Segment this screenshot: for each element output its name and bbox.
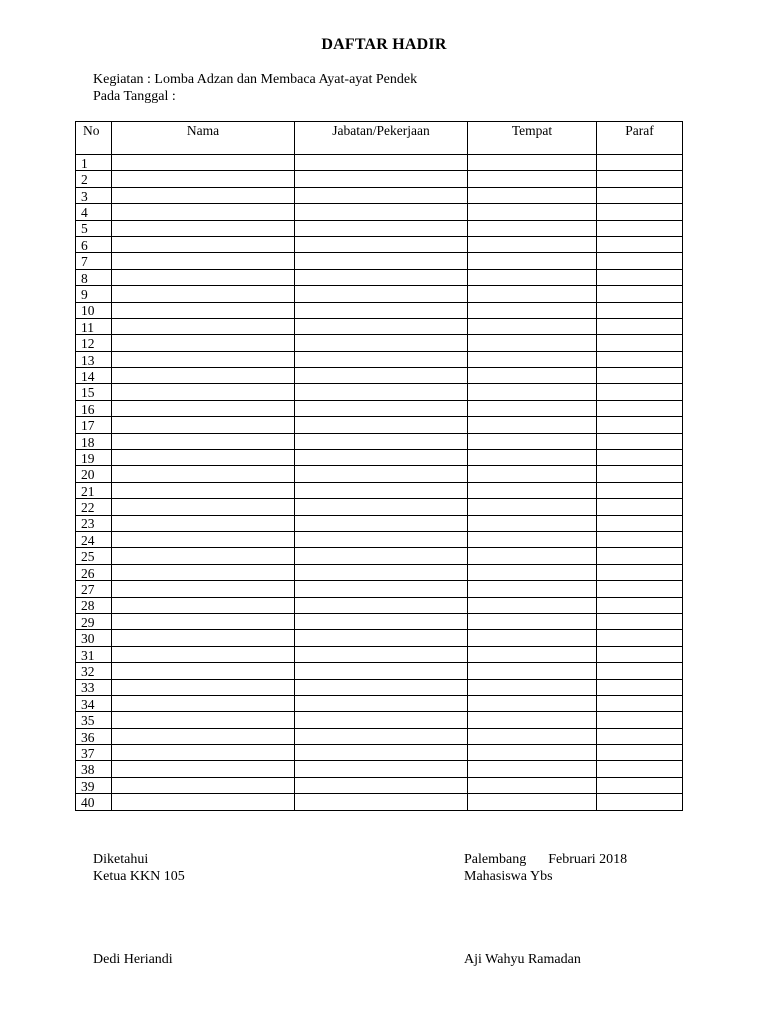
jabatan-cell <box>295 417 468 433</box>
paraf-cell <box>597 794 683 810</box>
row-number: 22 <box>76 499 112 515</box>
table-row <box>76 564 683 580</box>
row-number: 9 <box>76 286 112 302</box>
nama-cell <box>112 777 295 793</box>
jabatan-cell <box>295 236 468 252</box>
tempat-cell <box>468 286 597 302</box>
tempat-cell <box>468 384 597 400</box>
paraf-cell <box>597 236 683 252</box>
header-no: No <box>76 122 112 155</box>
row-number: 10 <box>76 302 112 318</box>
tempat-cell <box>468 482 597 498</box>
row-number: 32 <box>76 663 112 679</box>
row-number: 2 <box>76 171 112 187</box>
nama-cell <box>112 253 295 269</box>
table-row <box>76 204 683 220</box>
row-number: 28 <box>76 597 112 613</box>
tempat-cell <box>468 400 597 416</box>
nama-cell <box>112 220 295 236</box>
table-row <box>76 548 683 564</box>
paraf-cell <box>597 646 683 662</box>
tempat-cell <box>468 187 597 203</box>
row-number: 40 <box>76 794 112 810</box>
table-row <box>76 466 683 482</box>
jabatan-cell <box>295 220 468 236</box>
table-body <box>76 155 683 811</box>
tempat-cell <box>468 171 597 187</box>
tempat-cell <box>468 269 597 285</box>
table-row <box>76 187 683 203</box>
jabatan-cell <box>295 728 468 744</box>
table-row <box>76 646 683 662</box>
row-number: 5 <box>76 220 112 236</box>
jabatan-cell <box>295 433 468 449</box>
table-row <box>76 630 683 646</box>
table-row <box>76 318 683 334</box>
table-row <box>76 581 683 597</box>
row-number: 29 <box>76 613 112 629</box>
jabatan-cell <box>295 450 468 466</box>
jabatan-cell <box>295 400 468 416</box>
tempat-cell <box>468 417 597 433</box>
jabatan-cell <box>295 777 468 793</box>
row-number: 13 <box>76 351 112 367</box>
nama-cell <box>112 515 295 531</box>
tempat-cell <box>468 515 597 531</box>
nama-cell <box>112 417 295 433</box>
row-number: 17 <box>76 417 112 433</box>
jabatan-cell <box>295 286 468 302</box>
paraf-cell <box>597 450 683 466</box>
nama-cell <box>112 712 295 728</box>
table-row <box>76 236 683 252</box>
row-number: 12 <box>76 335 112 351</box>
attendance-table <box>75 121 683 811</box>
tempat-cell <box>468 236 597 252</box>
row-number: 30 <box>76 630 112 646</box>
paraf-cell <box>597 368 683 384</box>
table-row <box>76 302 683 318</box>
nama-cell <box>112 286 295 302</box>
jabatan-cell <box>295 646 468 662</box>
row-number: 18 <box>76 433 112 449</box>
nama-cell <box>112 482 295 498</box>
paraf-cell <box>597 400 683 416</box>
row-number: 1 <box>76 155 112 171</box>
jabatan-cell <box>295 794 468 810</box>
nama-cell <box>112 318 295 334</box>
paraf-cell <box>597 695 683 711</box>
row-number: 3 <box>76 187 112 203</box>
tempat-cell <box>468 368 597 384</box>
paraf-cell <box>597 531 683 547</box>
tempat-cell <box>468 712 597 728</box>
place-date <box>464 852 627 868</box>
row-number: 21 <box>76 482 112 498</box>
nama-cell <box>112 400 295 416</box>
tempat-cell <box>468 597 597 613</box>
jabatan-cell <box>295 548 468 564</box>
paraf-cell <box>597 155 683 171</box>
place-city: Palembang <box>464 852 527 867</box>
table-row <box>76 368 683 384</box>
jabatan-cell <box>295 335 468 351</box>
ketua-label: Ketua KKN 105 <box>93 869 185 884</box>
nama-cell <box>112 433 295 449</box>
paraf-cell <box>597 318 683 334</box>
table-row <box>76 515 683 531</box>
tempat-cell <box>468 302 597 318</box>
jabatan-cell <box>295 712 468 728</box>
jabatan-cell <box>295 302 468 318</box>
tempat-cell <box>468 548 597 564</box>
table-row <box>76 482 683 498</box>
nama-cell <box>112 613 295 629</box>
paraf-cell <box>597 630 683 646</box>
row-number: 39 <box>76 777 112 793</box>
table-row <box>76 777 683 793</box>
table-header-row <box>76 122 683 155</box>
row-number: 8 <box>76 269 112 285</box>
nama-cell <box>112 794 295 810</box>
tempat-cell <box>468 220 597 236</box>
jabatan-cell <box>295 384 468 400</box>
header-paraf: Paraf <box>597 122 683 155</box>
row-number: 24 <box>76 531 112 547</box>
mahasiswa-name: Aji Wahyu Ramadan <box>464 952 581 967</box>
tempat-cell <box>468 450 597 466</box>
paraf-cell <box>597 269 683 285</box>
jabatan-cell <box>295 155 468 171</box>
jabatan-cell <box>295 187 468 203</box>
tanggal-line: Pada Tanggal : <box>93 89 176 104</box>
paraf-cell <box>597 761 683 777</box>
row-number: 31 <box>76 646 112 662</box>
jabatan-cell <box>295 581 468 597</box>
paraf-cell <box>597 466 683 482</box>
ketua-name: Dedi Heriandi <box>93 952 173 967</box>
header-tempat: Tempat <box>468 122 597 155</box>
nama-cell <box>112 450 295 466</box>
jabatan-cell <box>295 663 468 679</box>
table-row <box>76 712 683 728</box>
paraf-cell <box>597 581 683 597</box>
jabatan-cell <box>295 466 468 482</box>
jabatan-cell <box>295 269 468 285</box>
row-number: 38 <box>76 761 112 777</box>
mahasiswa-label: Mahasiswa Ybs <box>464 869 553 884</box>
nama-cell <box>112 679 295 695</box>
paraf-cell <box>597 663 683 679</box>
jabatan-cell <box>295 597 468 613</box>
paraf-cell <box>597 482 683 498</box>
paraf-cell <box>597 204 683 220</box>
tempat-cell <box>468 777 597 793</box>
table-row <box>76 384 683 400</box>
tempat-cell <box>468 253 597 269</box>
table-row <box>76 794 683 810</box>
row-number: 15 <box>76 384 112 400</box>
nama-cell <box>112 531 295 547</box>
row-number: 33 <box>76 679 112 695</box>
table-row <box>76 745 683 761</box>
tempat-cell <box>468 335 597 351</box>
nama-cell <box>112 548 295 564</box>
nama-cell <box>112 745 295 761</box>
row-number: 35 <box>76 712 112 728</box>
nama-cell <box>112 761 295 777</box>
nama-cell <box>112 236 295 252</box>
paraf-cell <box>597 286 683 302</box>
tempat-cell <box>468 663 597 679</box>
table-row <box>76 761 683 777</box>
paraf-cell <box>597 253 683 269</box>
jabatan-cell <box>295 253 468 269</box>
nama-cell <box>112 646 295 662</box>
paraf-cell <box>597 548 683 564</box>
jabatan-cell <box>295 695 468 711</box>
row-number: 36 <box>76 728 112 744</box>
row-number: 37 <box>76 745 112 761</box>
jabatan-cell <box>295 318 468 334</box>
table-row <box>76 695 683 711</box>
table-row <box>76 433 683 449</box>
table-row <box>76 400 683 416</box>
document-title: DAFTAR HADIR <box>321 36 447 53</box>
nama-cell <box>112 466 295 482</box>
row-number: 7 <box>76 253 112 269</box>
row-number: 25 <box>76 548 112 564</box>
paraf-cell <box>597 433 683 449</box>
tempat-cell <box>468 613 597 629</box>
nama-cell <box>112 302 295 318</box>
nama-cell <box>112 581 295 597</box>
jabatan-cell <box>295 499 468 515</box>
jabatan-cell <box>295 351 468 367</box>
table-row <box>76 597 683 613</box>
row-number: 19 <box>76 450 112 466</box>
nama-cell <box>112 663 295 679</box>
paraf-cell <box>597 515 683 531</box>
row-number: 4 <box>76 204 112 220</box>
nama-cell <box>112 564 295 580</box>
nama-cell <box>112 204 295 220</box>
kegiatan-line: Kegiatan : Lomba Adzan dan Membaca Ayat-ayat Pendek <box>93 72 418 87</box>
table-row <box>76 171 683 187</box>
tempat-cell <box>468 745 597 761</box>
tempat-cell <box>468 318 597 334</box>
nama-cell <box>112 630 295 646</box>
tempat-cell <box>468 433 597 449</box>
table-row <box>76 417 683 433</box>
nama-cell <box>112 351 295 367</box>
table-row <box>76 155 683 171</box>
jabatan-cell <box>295 368 468 384</box>
nama-cell <box>112 728 295 744</box>
jabatan-cell <box>295 761 468 777</box>
paraf-cell <box>597 613 683 629</box>
paraf-cell <box>597 171 683 187</box>
tempat-cell <box>468 646 597 662</box>
paraf-cell <box>597 777 683 793</box>
nama-cell <box>112 368 295 384</box>
paraf-cell <box>597 745 683 761</box>
nama-cell <box>112 187 295 203</box>
header-jabatan: Jabatan/Pekerjaan <box>295 122 468 155</box>
tempat-cell <box>468 351 597 367</box>
nama-cell <box>112 597 295 613</box>
table-row <box>76 335 683 351</box>
table-row <box>76 450 683 466</box>
tempat-cell <box>468 466 597 482</box>
row-number: 27 <box>76 581 112 597</box>
nama-cell <box>112 335 295 351</box>
tempat-cell <box>468 581 597 597</box>
row-number: 6 <box>76 236 112 252</box>
jabatan-cell <box>295 745 468 761</box>
jabatan-cell <box>295 482 468 498</box>
paraf-cell <box>597 712 683 728</box>
nama-cell <box>112 155 295 171</box>
table-row <box>76 679 683 695</box>
paraf-cell <box>597 564 683 580</box>
tempat-cell <box>468 794 597 810</box>
paraf-cell <box>597 728 683 744</box>
row-number: 20 <box>76 466 112 482</box>
paraf-cell <box>597 679 683 695</box>
jabatan-cell <box>295 531 468 547</box>
table-row <box>76 220 683 236</box>
jabatan-cell <box>295 613 468 629</box>
table-row <box>76 351 683 367</box>
tempat-cell <box>468 630 597 646</box>
paraf-cell <box>597 302 683 318</box>
tempat-cell <box>468 761 597 777</box>
jabatan-cell <box>295 171 468 187</box>
jabatan-cell <box>295 564 468 580</box>
tempat-cell <box>468 499 597 515</box>
row-number: 14 <box>76 368 112 384</box>
nama-cell <box>112 384 295 400</box>
paraf-cell <box>597 597 683 613</box>
jabatan-cell <box>295 630 468 646</box>
paraf-cell <box>597 417 683 433</box>
table-row <box>76 531 683 547</box>
table-row <box>76 728 683 744</box>
diketahui-label: Diketahui <box>93 852 149 867</box>
paraf-cell <box>597 351 683 367</box>
row-number: 16 <box>76 400 112 416</box>
tempat-cell <box>468 155 597 171</box>
paraf-cell <box>597 384 683 400</box>
paraf-cell <box>597 335 683 351</box>
tempat-cell <box>468 531 597 547</box>
paraf-cell <box>597 499 683 515</box>
nama-cell <box>112 695 295 711</box>
header-nama: Nama <box>112 122 295 155</box>
jabatan-cell <box>295 679 468 695</box>
tempat-cell <box>468 695 597 711</box>
nama-cell <box>112 269 295 285</box>
nama-cell <box>112 499 295 515</box>
row-number: 11 <box>76 318 112 334</box>
jabatan-cell <box>295 515 468 531</box>
table-row <box>76 499 683 515</box>
table-row <box>76 269 683 285</box>
place-date-month: Februari 2018 <box>548 852 628 867</box>
row-number: 26 <box>76 564 112 580</box>
tempat-cell <box>468 204 597 220</box>
table-row <box>76 253 683 269</box>
jabatan-cell <box>295 204 468 220</box>
table-row <box>76 286 683 302</box>
row-number: 34 <box>76 695 112 711</box>
tempat-cell <box>468 564 597 580</box>
nama-cell <box>112 171 295 187</box>
tempat-cell <box>468 728 597 744</box>
tempat-cell <box>468 679 597 695</box>
table-row <box>76 613 683 629</box>
table-row <box>76 663 683 679</box>
paraf-cell <box>597 220 683 236</box>
paraf-cell <box>597 187 683 203</box>
row-number: 23 <box>76 515 112 531</box>
